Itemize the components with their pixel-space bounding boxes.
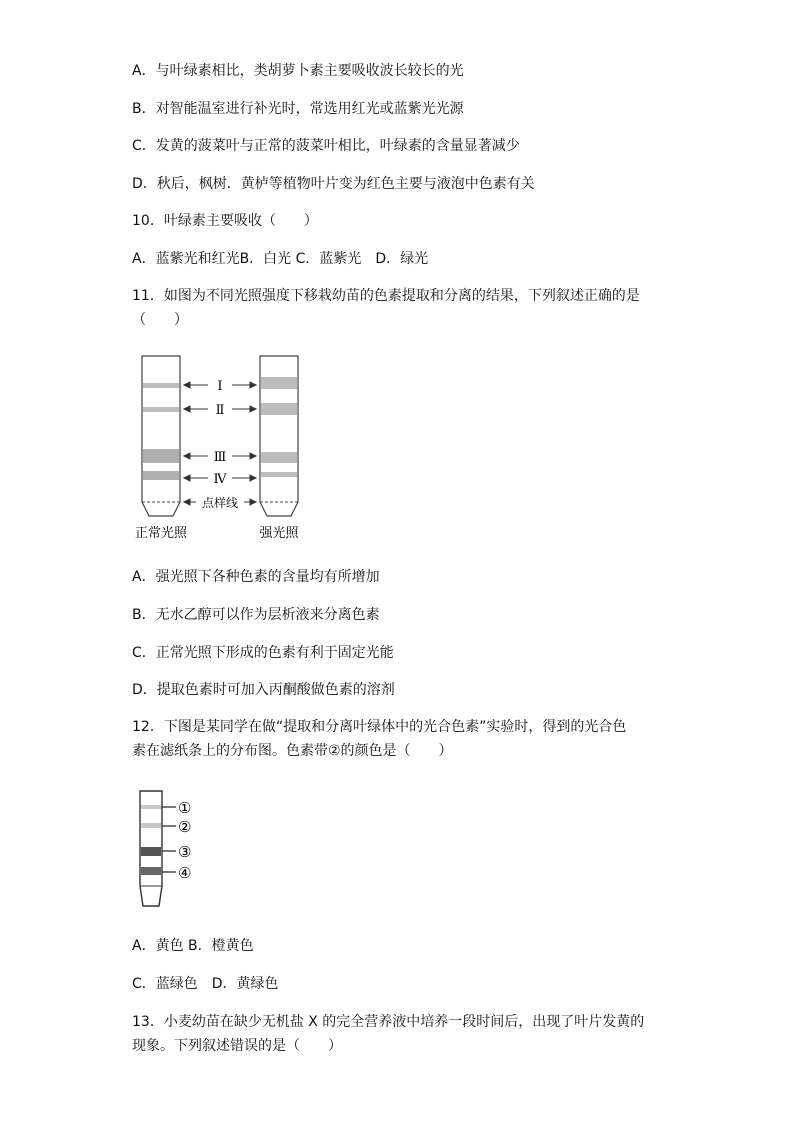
band-marker-1: ①: [178, 799, 192, 817]
q11-option-d: D．提取色素时可加入丙酮酸做色素的溶剂: [132, 682, 395, 698]
q12-stem: 12．下图是某同学在做“提取和分离叶绿体中的光合色素”实验时，得到的光合色: [132, 719, 627, 735]
q13-stem: 13．小麦幼苗在缺少无机盐 X 的完全营养液中培养一段时间后，出现了叶片发黄的: [132, 1014, 645, 1030]
q12-options-ab: A．黄色 B．橙黄色: [132, 938, 254, 954]
band-label-iii: Ⅲ: [213, 450, 227, 465]
normal-band-4: [143, 471, 179, 480]
q12-options-cd: C．蓝绿色 D．黄绿色: [132, 976, 279, 992]
normal-band-2: [143, 407, 179, 412]
strong-band-2: [261, 403, 297, 415]
band-label-ii: Ⅱ: [215, 403, 225, 418]
strong-band-4: [261, 472, 297, 477]
q11-option-a: A．强光照下各种色素的含量均有所增加: [132, 569, 380, 585]
q9-option-d: D．秋后，枫树．黄栌等植物叶片变为红色主要与液泡中色素有关: [132, 176, 535, 192]
q12-stem-line2: 素在滤纸条上的分布图。色素带②的颜色是（ ）: [132, 743, 453, 759]
q9-option-b: B．对智能温室进行补光时，常选用红光或蓝紫光光源: [132, 101, 464, 117]
normal-light-caption: 正常光照: [134, 526, 188, 541]
q9-option-c: C．发黄的菠菜叶与正常的菠菜叶相比，叶绿素的含量显著减少: [132, 138, 520, 154]
q11-option-c: C．正常光照下形成的色素有利于固定光能: [132, 645, 394, 661]
q13-stem-line2: 现象。下列叙述错误的是（ ）: [132, 1038, 342, 1054]
q11-stem: 11．如图为不同光照强度下移栽幼苗的色素提取和分离的结果，下列叙述正确的是: [132, 288, 640, 304]
normal-light-strip: [142, 356, 180, 516]
origin-line-label: 点样线: [201, 496, 239, 510]
pigment-band-figure: [132, 788, 222, 912]
pigment-band-1: [141, 805, 161, 809]
q9-option-a: A．与叶绿素相比，类胡萝卜素主要吸收波长较长的光: [132, 63, 464, 79]
band-marker-3: ③: [178, 843, 192, 861]
chromatography-comparison-figure: [128, 350, 328, 550]
strong-light-caption: 强光照: [259, 526, 299, 541]
strong-band-1: [261, 377, 297, 389]
q10-stem: 10．叶绿素主要吸收（ ）: [132, 213, 318, 229]
band-label-iv: Ⅳ: [213, 472, 227, 487]
pigment-band-4: [141, 867, 161, 875]
band-marker-2: ②: [178, 818, 192, 836]
pigment-band-2: [141, 823, 161, 828]
q11-option-b: B．无水乙醇可以作为层析液来分离色素: [132, 607, 380, 623]
strong-band-3: [261, 452, 297, 463]
q11-stem-bracket: （ ）: [132, 312, 188, 328]
normal-band-3: [143, 449, 179, 463]
q10-options: A．蓝紫光和红光B．白光 C．蓝紫光 D．绿光: [132, 251, 429, 267]
normal-band-1: [143, 383, 179, 388]
pigment-band-3: [141, 847, 161, 856]
band-marker-4: ④: [178, 864, 192, 882]
band-label-i: Ⅰ: [217, 379, 223, 394]
